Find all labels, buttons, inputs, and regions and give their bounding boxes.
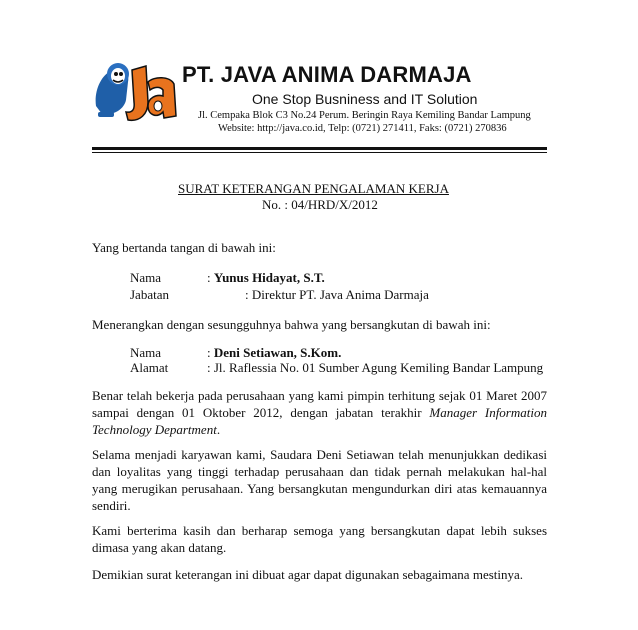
- signer-name: [207, 270, 325, 286]
- logo-letter-a: [148, 78, 176, 118]
- paragraph-thanks: Kami berterima kasih dan berharap semoga yang bersangkutan dapat lebih sukses dimasa yang akan datang.: [92, 523, 547, 555]
- signer-name-value: Yunus Hidayat, S.T.: [213, 270, 325, 285]
- paragraph-employment: [92, 387, 547, 438]
- company-contact: Website: http://java.co.id, Telp: (0721) 271411, Faks: (0721) 270836: [218, 123, 507, 134]
- company-tagline: One Stop Busniness and IT Solution: [252, 91, 478, 107]
- employee-name: [207, 345, 341, 361]
- company-name: PT. JAVA ANIMA DARMAJA: [182, 62, 472, 87]
- signer-position-label: Jabatan: [130, 287, 169, 302]
- employee-name-value: Deni Setiawan, S.Kom.: [213, 345, 342, 360]
- employee-name-sep: :: [207, 345, 214, 360]
- signer-name-label: Nama: [130, 270, 162, 285]
- header-divider-thin: [92, 152, 547, 153]
- signer-position-value: : Direktur PT. Java Anima Darmaja: [245, 287, 429, 302]
- paragraph-employment-position: Manager Information Technology Department: [92, 405, 547, 437]
- paragraph-closing: Demikian surat keterangan ini dibuat agar dapat digunakan sebagaimana mestinya.: [92, 567, 524, 582]
- mascot-icon: [96, 63, 129, 117]
- signer-name-sep: :: [207, 270, 214, 285]
- employee-name-label: Nama: [130, 345, 162, 360]
- paragraph-employment-text: Benar telah bekerja pada perusahaan yang kami pimpin terhitung sejak 01 Maret 2007 sampai dengan 01 Oktober 2012, dengan jabatan terakhir: [92, 388, 547, 420]
- company-logo: [92, 56, 184, 126]
- letter-title: SURAT KETERANGAN PENGALAMAN KERJA: [178, 181, 449, 196]
- paragraph-employment-end: .: [216, 422, 221, 437]
- header-divider-thick: [92, 147, 547, 150]
- letter-number: No. : 04/HRD/X/2012: [262, 197, 378, 212]
- declare-text: Menerangkan dengan sesungguhnya bahwa yang bersangkutan di bawah ini:: [92, 317, 491, 332]
- employee-address-value: : Jl. Raflessia No. 01 Sumber Agung Kemiling Bandar Lampung: [207, 360, 544, 375]
- company-address: Jl. Cempaka Blok C3 No.24 Perum. Beringin Raya Kemiling Bandar Lampung: [198, 110, 531, 121]
- logo-letter-j: [126, 66, 148, 120]
- employee-address-label: Alamat: [130, 360, 169, 375]
- paragraph-dedication: Selama menjadi karyawan kami, Saudara Deni Setiawan telah menunjukkan dedikasi dan loyalitas yang tinggi terhadap perusahaan dan tidak pernah melakukan hal-hal yang merugikan perusahaan. Yang bersangkutan mengundurkan diri atas kemauannya sendiri.: [92, 447, 547, 513]
- intro-text: Yang bertanda tangan di bawah ini:: [92, 240, 276, 255]
